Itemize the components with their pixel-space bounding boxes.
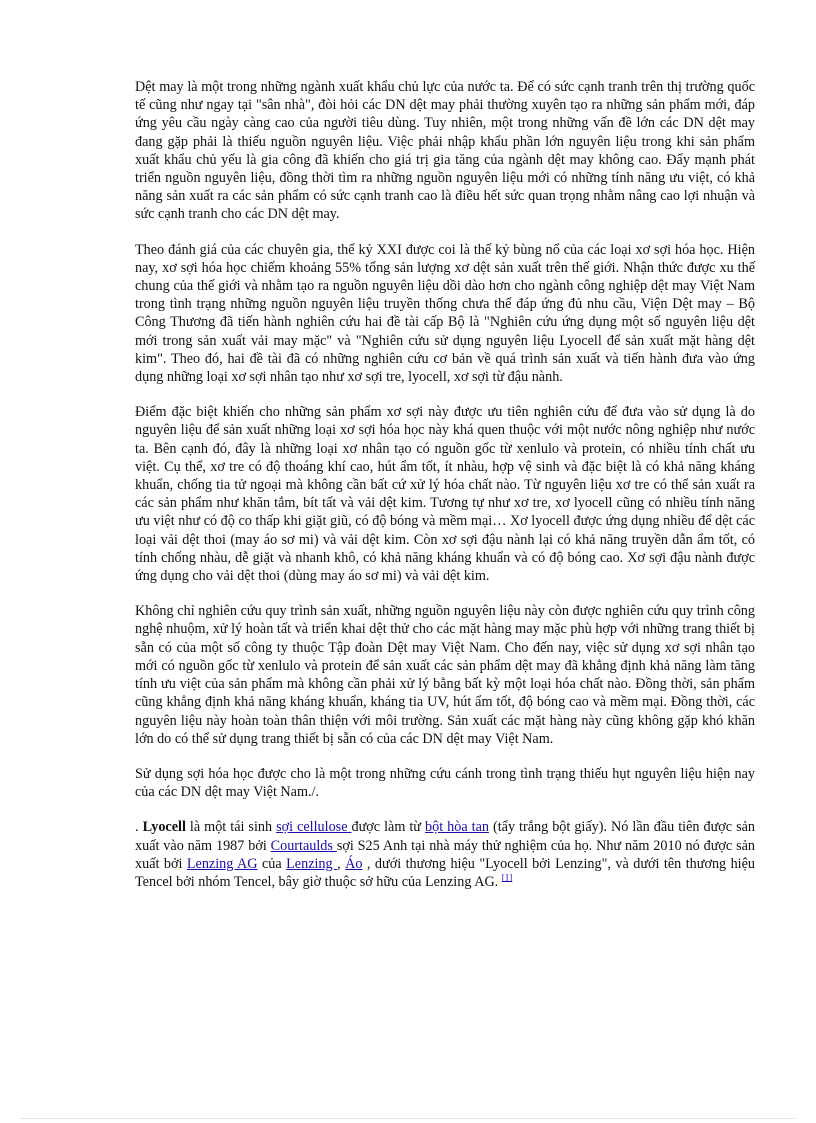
link-dissolving-pulp[interactable]: bột hòa tan — [425, 819, 489, 836]
footnote-ref-1[interactable]: [1] — [501, 872, 513, 883]
link-lenzing[interactable]: Lenzing — [286, 855, 338, 872]
paragraph-research-process: Không chỉ nghiên cứu quy trình sản xuất, những nguồn nguyên liệu này còn được nghiên cứu quy trình công nghệ nhuộm, xử lý hoàn tất và triển khai dệt thử cho các mặt hàng may mặc phù hợp với những trang thiết bị sẵn có của một số công ty thuộc Tập đoàn Dệt may Việt Nam. Cho đến nay, việc sử dụng xơ sợi nhân tạo mới có nguồn gốc từ xenlulo và protein để sản xuất các sản phẩm dệt may đã khẳng định khả năng làm tăng tính ưu việt của sản phẩm mà không cần phải xử lý bằng bất kỳ một loại hóa chất nào. Đồng thời, sản phẩm cũng khẳng định khả năng kháng khuẩn, kháng tia UV, hút ẩm tốt, độ bóng cao và mềm mại. Đồng thời, các nguyên liệu này hoàn toàn thân thiện với môi trường. Sản xuất các mặt hàng này cũng không gặp khó khăn lớn do có thể sử dụng trang thiết bị sẵn có của các DN dệt may Việt Nam. — [135, 603, 755, 747]
lyocell-text-1: là một tái sinh — [185, 819, 277, 836]
paragraph-textile-industry: Dệt may là một trong những ngành xuất khẩu chủ lực của nước ta. Để có sức cạnh tranh trên thị trường quốc tế cũng như ngay tại "sân nhà", đòi hỏi các DN dệt may phải thường xuyên tạo ra những sản phẩm mới, đáp ứng yêu cầu ngày càng cao của người tiêu dùng. Tuy nhiên, một trong những vấn đề lớn các DN dệt may đang gặp phải là thiếu nguồn nguyên liệu. Việc phải nhập khẩu phần lớn nguyên liệu trong khi sản phẩm xuất khẩu chủ yếu là gia công đã khiến cho giá trị gia tăng của ngành dệt may không cao. Đẩy mạnh phát triển nguồn nguyên liệu, đồng thời tìm ra những nguồn nguyên liệu mới có những tính năng ưu việt, có khả năng sản xuất ra các sản phẩm có sức cạnh tranh cao là điều hết sức quan trọng nhằm nâng cao lợi nhuận và sức cạnh tranh cho các DN dệt may. — [135, 79, 755, 223]
lyocell-text-6: , — [337, 855, 346, 872]
link-austria[interactable]: Áo — [345, 855, 363, 872]
paragraph-lyocell — [135, 818, 755, 891]
lyocell-text-7: , dưới thương hiệu "Lyocell bởi Lenzing", và dưới tên thương hiệu Tencel bởi nhóm Tencel, bây giờ thuộc sở hữu của Lenzing AG. — [135, 855, 756, 890]
paragraph-conclusion: Sử dụng sợi hóa học được cho là một trong những cứu cánh trong tình trạng thiếu hụt nguyên liệu hiện nay của các DN dệt may Việt Nam./. — [135, 765, 755, 801]
lyocell-term: Lyocell — [142, 819, 186, 836]
lyocell-text-4: sợi S25 Anh tại nhà máy thử nghiệm của họ. Như năm 2010 nó được sản xuất bởi — [135, 837, 755, 872]
lyocell-text-3: (tẩy trắng bột giấy). Nó lần đầu tiên được sản xuất vào năm 1987 bởi — [135, 819, 755, 854]
paragraph-chemical-fibers: Theo đánh giá của các chuyên gia, thế kỷ XXI được coi là thế kỷ bùng nổ của các loại xơ sợi hóa học. Hiện nay, xơ sợi hóa học chiếm khoảng 55% tổng sản lượng xơ dệt sản xuất trên thế giới. Nhận thức được xu thế chung của thế giới và nhằm tạo ra nguồn nguyên liệu dồi dào hơn cho ngành công nghiệp dệt may Việt Nam trong tình trạng những nguồn nguyên liệu truyền thống chưa thể đáp ứng đủ nhu cầu, Viện Dệt may – Bộ Công Thương đã tiến hành nghiên cứu hai đề tài cấp Bộ là "Nghiên cứu ứng dụng một số nguyên liệu dệt mới trong sản xuất vải may mặc" và "Nghiên cứu sử dụng nguyên liệu Lyocell để sản xuất mặt hàng dệt kim". Theo đó, hai đề tài đã có những nghiên cứu cơ bản về quá trình sản xuất và tiến hành đưa vào ứng dụng những loại xơ sợi nhân tạo như xơ sợi tre, lyocell, xơ sợi từ đậu nành. — [135, 241, 755, 386]
link-lenzing-ag[interactable]: Lenzing AG — [186, 855, 258, 872]
page-bottom-rule — [20, 1118, 796, 1119]
paragraph-fiber-properties: Điểm đặc biệt khiến cho những sản phẩm xơ sợi này được ưu tiên nghiên cứu để đưa vào sử dụng là do nguyên liệu để sản xuất những loại xơ sợi hóa học này khá quen thuộc với một nước nông nghiệp như nước ta. Bên cạnh đó, đây là những loại xơ nhân tạo có nguồn gốc từ xenlulo và protein, có nhiều tính chất ưu việt. Cụ thể, xơ tre có độ thoáng khí cao, hút ẩm tốt, ít nhàu, hợp vệ sinh và đặc biệt là có khả năng kháng khuẩn, chống tia tử ngoại mà không cần bất cứ xử lý hóa chất nào. Từ nguyên liệu xơ tre có thể sản xuất ra các sản phẩm như khăn tắm, bít tất và vải dệt kim. Tương tự như xơ tre, xơ lyocell cũng có nhiều tính năng ưu việt như có độ co thấp khi giặt giũ, có độ bóng và mềm mại… Xơ lyocell được ứng dụng nhiều để dệt các loại vải dệt thoi (may áo sơ mi) và vải dệt kim. Còn xơ sợi đậu nành lại có khả năng truyền dẫn ẩm tốt, có tính chống nhàu, dễ giặt và nhanh khô, có khả năng kháng khuẩn và có độ bóng cao. Xơ sợi đậu nành được ứng dụng cho vải dệt thoi (dùng may áo sơ mi) và vải dệt kim. — [135, 404, 755, 585]
link-courtaulds[interactable]: Courtaulds — [270, 837, 337, 854]
lyocell-text-5: của — [257, 855, 287, 872]
link-cellulose-fiber[interactable]: sợi cellulose — [276, 819, 352, 836]
lyocell-text-2: được làm từ — [351, 819, 426, 836]
document-body — [135, 78, 755, 908]
lyocell-lead: . — [135, 819, 143, 836]
